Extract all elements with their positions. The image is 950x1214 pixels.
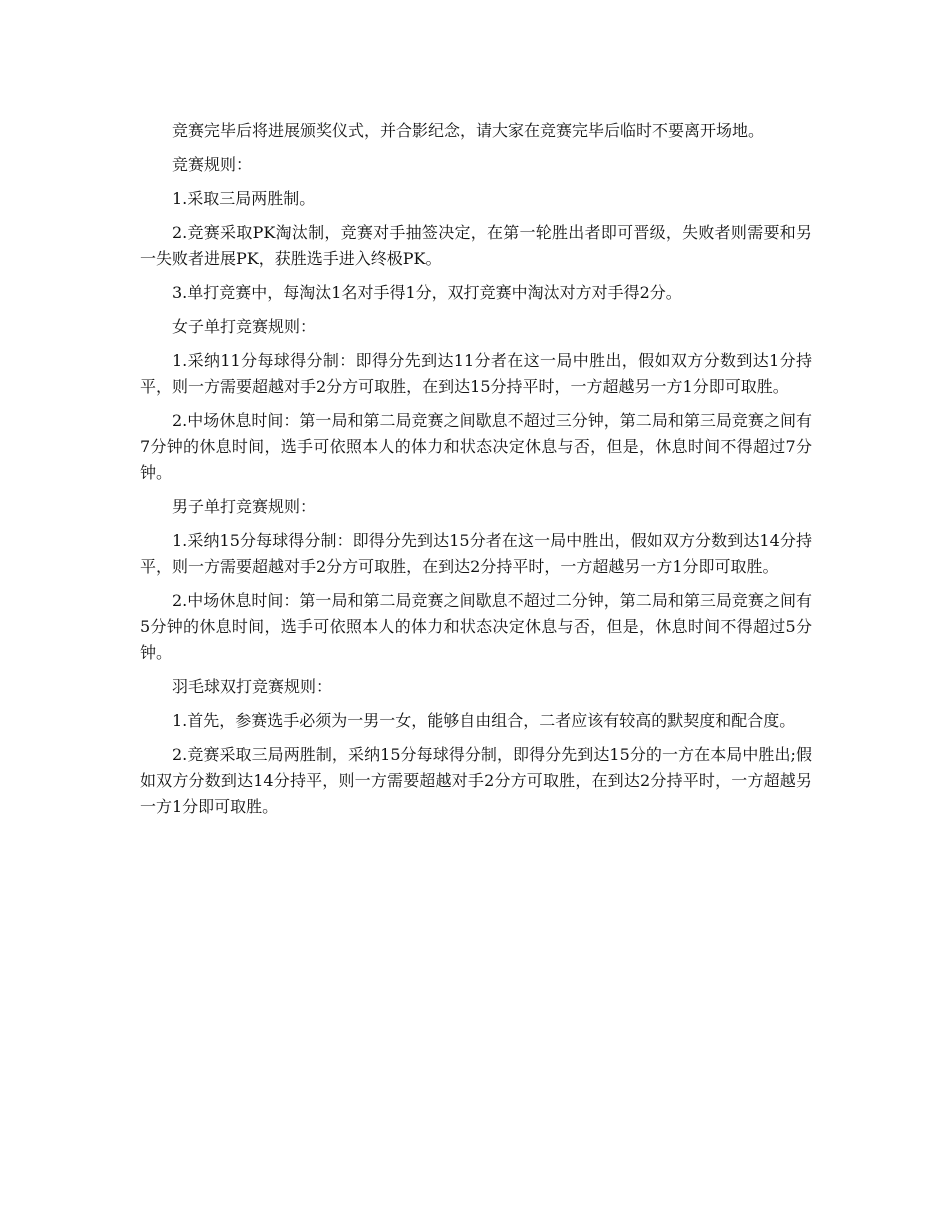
heading-competition-rules: 竞赛规则： xyxy=(172,155,253,174)
heading-doubles: 羽毛球双打竞赛规则： xyxy=(172,677,333,696)
doubles-rule-scoring: 2.竞赛采取三局两胜制，采纳15分每球得分制，即得分先到达15分的一方在本局中胜出;假如双方分数到达14分持平，则一方需要超越对手2分方可取胜，在到达2分持平时，一方超越另一方1分即可取胜。 xyxy=(140,745,812,816)
rule-pk-elimination: 2.竞赛采取PK淘汰制，竞赛对手抽签决定，在第一轮胜出者即可晋级，失败者则需要和另一失败者进展PK，获胜选手进入终极PK。 xyxy=(140,223,812,268)
rule-scoring-points: 3.单打竞赛中，每淘汰1名对手得1分，双打竞赛中淘汰对方对手得2分。 xyxy=(172,283,682,302)
womens-rule-scoring: 1.采纳11分每球得分制：即得分先到达11分者在这一局中胜出，假如双方分数到达1分持平，则一方需要超越对手2分方可取胜，在到达15分持平时，一方超越另一方1分即可取胜。 xyxy=(140,351,812,396)
heading-mens-singles: 男子单打竞赛规则： xyxy=(172,497,317,516)
rule-best-of-three: 1.采取三局两胜制。 xyxy=(172,189,316,208)
mens-rule-break-time: 2.中场休息时间：第一局和第二局竞赛之间歇息不超过二分钟，第二局和第三局竞赛之间有5分钟的休息时间，选手可依照本人的体力和状态决定休息与否，但是，休息时间不得超过5分钟。 xyxy=(140,591,812,662)
paragraph-award-ceremony: 竞赛完毕后将进展颁奖仪式，并合影纪念，请大家在竞赛完毕后临时不要离开场地。 xyxy=(172,121,765,140)
heading-womens-singles: 女子单打竞赛规则： xyxy=(172,317,317,336)
womens-rule-break-time: 2.中场休息时间：第一局和第二局竞赛之间歇息不超过三分钟，第二局和第三局竞赛之间有7分钟的休息时间，选手可依照本人的体力和状态决定休息与否，但是，休息时间不得超过7分钟。 xyxy=(140,411,812,482)
mens-rule-scoring: 1.采纳15分每球得分制：即得分先到达15分者在这一局中胜出，假如双方分数到达14分持平，则一方需要超越对手2分方可取胜，在到达2分持平时，一方超越另一方1分即可取胜。 xyxy=(140,531,812,576)
document-body xyxy=(140,118,812,828)
doubles-rule-pairing: 1.首先，参赛选手必须为一男一女，能够自由组合，二者应该有较高的默契度和配合度。 xyxy=(172,711,796,730)
